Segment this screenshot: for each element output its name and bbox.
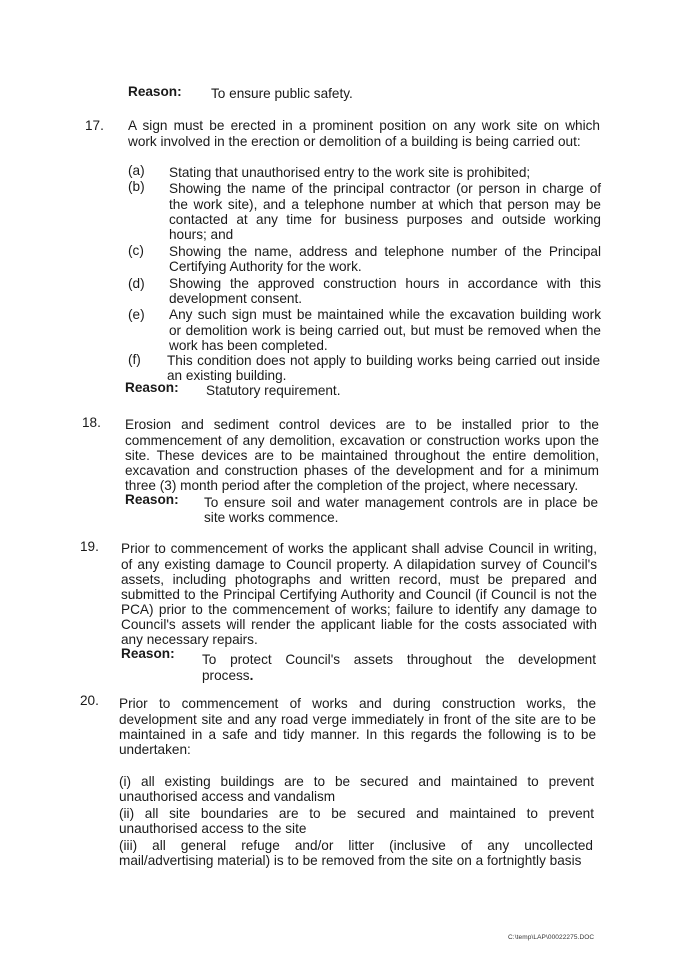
top-reason-label: Reason: [128,84,182,99]
condition-20-number: 20. [80,693,99,708]
condition-19-line-4: submitted to the Principal Certifying Authority and Council (if Council is not the [121,587,597,602]
condition-19-line-1: Prior to commencement of works the applicant shall advise Council in writing, [121,541,597,556]
condition-19-line-6: Council's assets will render the applicant liable for the costs associated with [121,617,597,632]
condition-18-reason-line-1: To ensure soil and water management controls are in place be [204,495,598,510]
item-17c-line-2: Certifying Authority for the work. [169,259,362,274]
item-17b-line-2: the work site), and a telephone number at which that person may be [169,197,601,212]
item-17d-line-1: Showing the approved construction hours in accordance with this [169,276,601,291]
condition-19-reason-line-2 [202,668,253,684]
condition-17-intro-line-2: work involved in the erection or demolition of a building is being carried out: [128,134,581,149]
item-17f-letter: (f) [128,352,141,367]
condition-19-reason-line-1: To protect Council's assets throughout the development [202,652,596,667]
condition-19-line-3: assets, including photographs and written record, must be prepared and [121,572,597,587]
condition-19-reason-label: Reason: [121,646,175,661]
item-17d-line-2: development consent. [169,291,303,306]
condition-20-sub-line-2: unauthorised access and vandalism [119,789,336,804]
condition-20-sub-line-4: unauthorised access to the site [119,821,307,836]
item-17b-line-4: hours; and [169,227,234,242]
condition-17-number: 17. [85,118,104,133]
item-17a-letter: (a) [128,163,145,178]
condition-17-reason-label: Reason: [125,380,179,395]
item-17b-letter: (b) [128,179,145,194]
footer-file-path: C:\temp\LAP\00022275.DOC [508,934,595,941]
condition-17-reason-text: Statutory requirement. [206,383,341,398]
condition-19-line-5: PCA) prior to the commencement of works; failure to identify any damage to [121,602,597,617]
condition-20-line-3: maintained in a safe and tidy manner. In this regards the following is to be [119,727,596,742]
condition-19-reason-line-2-text: process [202,668,250,683]
condition-20-line-1: Prior to commencement of works and during construction works, the [119,696,596,711]
condition-20-sub-line-5: (iii) all general refuge and/or litter (inclusive of any uncollected [119,838,593,853]
item-17e-letter: (e) [128,307,145,322]
item-17b-line-3: contacted at any time for business purposes and outside working [169,212,601,227]
item-17a-line-1: Stating that unauthorised entry to the work site is prohibited; [169,165,531,180]
item-17f-line-2: an existing building. [167,368,287,383]
item-17f-line-1: This condition does not apply to building works being carried out inside [167,353,600,368]
item-17e-line-1: Any such sign must be maintained while the excavation building work [169,307,601,322]
condition-20-line-4: undertaken: [119,742,191,757]
top-reason-text: To ensure public safety. [211,86,353,101]
condition-18-number: 18. [82,415,101,430]
item-17b-line-1: Showing the name of the principal contractor (or person in charge of [169,181,601,196]
condition-17-intro-line-1: A sign must be erected in a prominent position on any work site on which [128,118,600,133]
condition-20-line-2: development site and any road verge immediately in front of the site are to be [119,712,596,727]
condition-19-line-2: of any existing damage to Council property. A dilapidation survey of Council's [121,557,597,572]
condition-19-reason-end: . [249,668,254,683]
condition-18-reason-line-2: site works commence. [204,510,339,525]
condition-20-sub-line-6: mail/advertising material) is to be removed from the site on a fortnightly basis [119,853,582,868]
condition-20-sub-line-3: (ii) all site boundaries are to be secured and maintained to prevent [119,806,594,821]
condition-18-line-2: commencement of any demolition, excavation or construction works upon the [125,433,599,448]
condition-18-reason-label: Reason: [125,492,179,507]
item-17c-letter: (c) [128,243,144,258]
item-17e-line-2: or demolition work is being carried out, but must be removed when the [169,323,601,338]
condition-20-sub-line-1: (i) all existing buildings are to be secured and maintained to prevent [119,774,594,789]
item-17e-line-3: work has been completed. [169,338,328,353]
condition-19-line-7: any necessary repairs. [121,632,258,647]
item-17c-line-1: Showing the name, address and telephone number of the Principal [169,244,601,259]
condition-18-line-1: Erosion and sediment control devices are to be installed prior to the [125,417,599,432]
item-17d-letter: (d) [128,276,145,291]
condition-19-number: 19. [80,539,99,554]
condition-18-line-4: excavation and construction phases of the development and for a minimum [125,463,599,478]
condition-18-line-5: three (3) month period after the completion of the project, where necessary. [125,478,579,493]
condition-18-line-3: site. These devices are to be maintained throughout the entire demolition, [125,448,599,463]
